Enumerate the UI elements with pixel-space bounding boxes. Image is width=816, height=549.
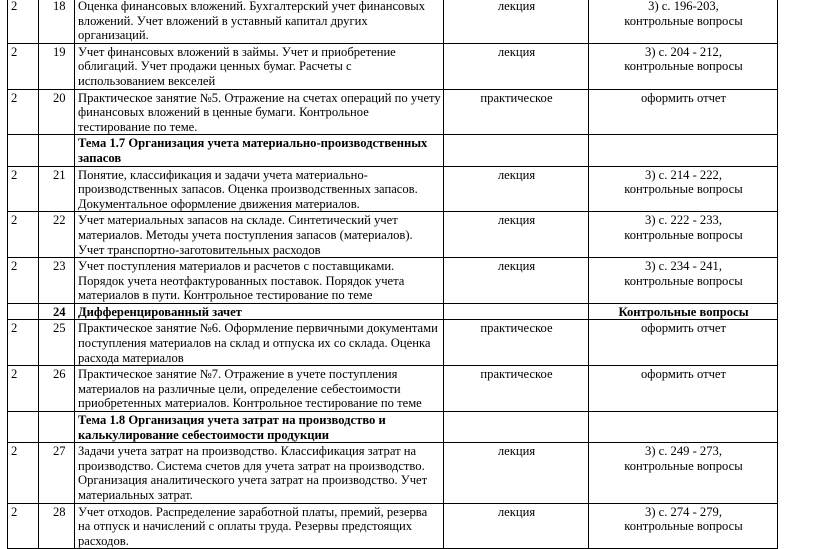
hours-cell: 2	[8, 212, 39, 258]
hours-cell: 2	[8, 443, 39, 503]
homework-cell: оформить отчет	[589, 320, 778, 366]
table-row	[8, 166, 778, 212]
table-row	[8, 443, 778, 503]
table-row	[8, 89, 778, 135]
hours-cell: 2	[8, 366, 39, 412]
lesson-number-cell: 22	[39, 212, 75, 258]
homework-cell: 3) с. 214 - 222, контрольные вопросы	[589, 166, 778, 212]
table-body	[8, 0, 778, 549]
topic-cell: Дифференцированный зачет	[75, 303, 444, 320]
lesson-type-cell: практическое	[444, 320, 589, 366]
lesson-number-cell: 23	[39, 258, 75, 304]
lesson-type-cell: лекция	[444, 212, 589, 258]
homework-cell: 3) с. 204 - 212, контрольные вопросы	[589, 43, 778, 89]
section-heading-row	[8, 135, 778, 166]
table-row	[8, 43, 778, 89]
homework-cell: 3) с. 196-203, контрольные вопросы	[589, 0, 778, 43]
homework-cell	[589, 412, 778, 443]
homework-cell: Контрольные вопросы	[589, 303, 778, 320]
homework-cell: 3) с. 222 - 233, контрольные вопросы	[589, 212, 778, 258]
topic-cell: Учет финансовых вложений в займы. Учет и приобретение облигаций. Учет продажи ценных бумаг. Расчеты с использованием векселей	[75, 43, 444, 89]
lesson-number-cell: 18	[39, 0, 75, 43]
topic-cell: Оценка финансовых вложений. Бухгалтерский учет финансовых вложений. Учет вложений в уставный капитал других организаций.	[75, 0, 444, 43]
lesson-type-cell: лекция	[444, 166, 589, 212]
lesson-number-cell	[39, 412, 75, 443]
lesson-number-cell: 24	[39, 303, 75, 320]
hours-cell	[8, 412, 39, 443]
lesson-type-cell: лекция	[444, 0, 589, 43]
topic-cell: Тема 1.8 Организация учета затрат на производство и калькулирование себестоимости продукции	[75, 412, 444, 443]
hours-cell: 2	[8, 258, 39, 304]
homework-cell: 3) с. 274 - 279, контрольные вопросы	[589, 503, 778, 549]
hours-cell	[8, 303, 39, 320]
curriculum-table	[7, 0, 778, 549]
table-row	[8, 503, 778, 549]
table-row	[8, 212, 778, 258]
table-row	[8, 303, 778, 320]
lesson-number-cell: 25	[39, 320, 75, 366]
hours-cell: 2	[8, 89, 39, 135]
lesson-number-cell: 20	[39, 89, 75, 135]
table-row	[8, 0, 778, 43]
hours-cell: 2	[8, 43, 39, 89]
homework-cell: оформить отчет	[589, 89, 778, 135]
topic-cell: Учет поступления материалов и расчетов с поставщиками. Порядок учета неотфактурованных поставок. Порядок учета материалов в пути. Контрольное тестирование по теме	[75, 258, 444, 304]
table-row	[8, 258, 778, 304]
lesson-type-cell	[444, 303, 589, 320]
homework-cell	[589, 135, 778, 166]
hours-cell	[8, 135, 39, 166]
lesson-number-cell: 26	[39, 366, 75, 412]
lesson-type-cell	[444, 135, 589, 166]
hours-cell: 2	[8, 0, 39, 43]
topic-cell: Учет отходов. Распределение заработной платы, премий, резерва на отпуск и начислений с оплаты труда. Резервы предстоящих расходов.	[75, 503, 444, 549]
homework-cell: 3) с. 234 - 241, контрольные вопросы	[589, 258, 778, 304]
lesson-number-cell: 19	[39, 43, 75, 89]
topic-cell: Практическое занятие №7. Отражение в учете поступления материалов на различные цели, определение себестоимости приобретенных материалов. Контрольное тестирование по теме	[75, 366, 444, 412]
hours-cell: 2	[8, 166, 39, 212]
lesson-number-cell: 28	[39, 503, 75, 549]
homework-cell: 3) с. 249 - 273, контрольные вопросы	[589, 443, 778, 503]
topic-cell: Практическое занятие №6. Оформление первичными документами поступления материалов на склад и отпуска их со склада. Оценка расхода материалов	[75, 320, 444, 366]
table-row	[8, 320, 778, 366]
lesson-number-cell	[39, 135, 75, 166]
lesson-number-cell: 27	[39, 443, 75, 503]
lesson-type-cell: лекция	[444, 43, 589, 89]
lesson-type-cell: практическое	[444, 89, 589, 135]
lesson-type-cell: лекция	[444, 503, 589, 549]
homework-cell: оформить отчет	[589, 366, 778, 412]
hours-cell: 2	[8, 503, 39, 549]
hours-cell: 2	[8, 320, 39, 366]
table-row	[8, 366, 778, 412]
document-page	[7, 0, 778, 549]
topic-cell: Понятие, классификация и задачи учета материально-производственных запасов. Оценка производственных запасов. Документальное оформление движения материалов.	[75, 166, 444, 212]
lesson-type-cell	[444, 412, 589, 443]
topic-cell: Учет материальных запасов на складе. Синтетический учет материалов. Методы учета поступления запасов (материалов). Учет транспортно-заготовительных расходов	[75, 212, 444, 258]
lesson-number-cell: 21	[39, 166, 75, 212]
topic-cell: Тема 1.7 Организация учета материально-производственных запасов	[75, 135, 444, 166]
topic-cell: Практическое занятие №5. Отражение на счетах операций по учету финансовых вложений в ценные бумаги. Контрольное тестирование по теме.	[75, 89, 444, 135]
lesson-type-cell: лекция	[444, 443, 589, 503]
section-heading-row	[8, 412, 778, 443]
lesson-type-cell: практическое	[444, 366, 589, 412]
lesson-type-cell: лекция	[444, 258, 589, 304]
topic-cell: Задачи учета затрат на производство. Классификация затрат на производство. Система счетов для учета затрат на производство. Организация аналитического учета затрат на производство. Учет материальных затрат.	[75, 443, 444, 503]
